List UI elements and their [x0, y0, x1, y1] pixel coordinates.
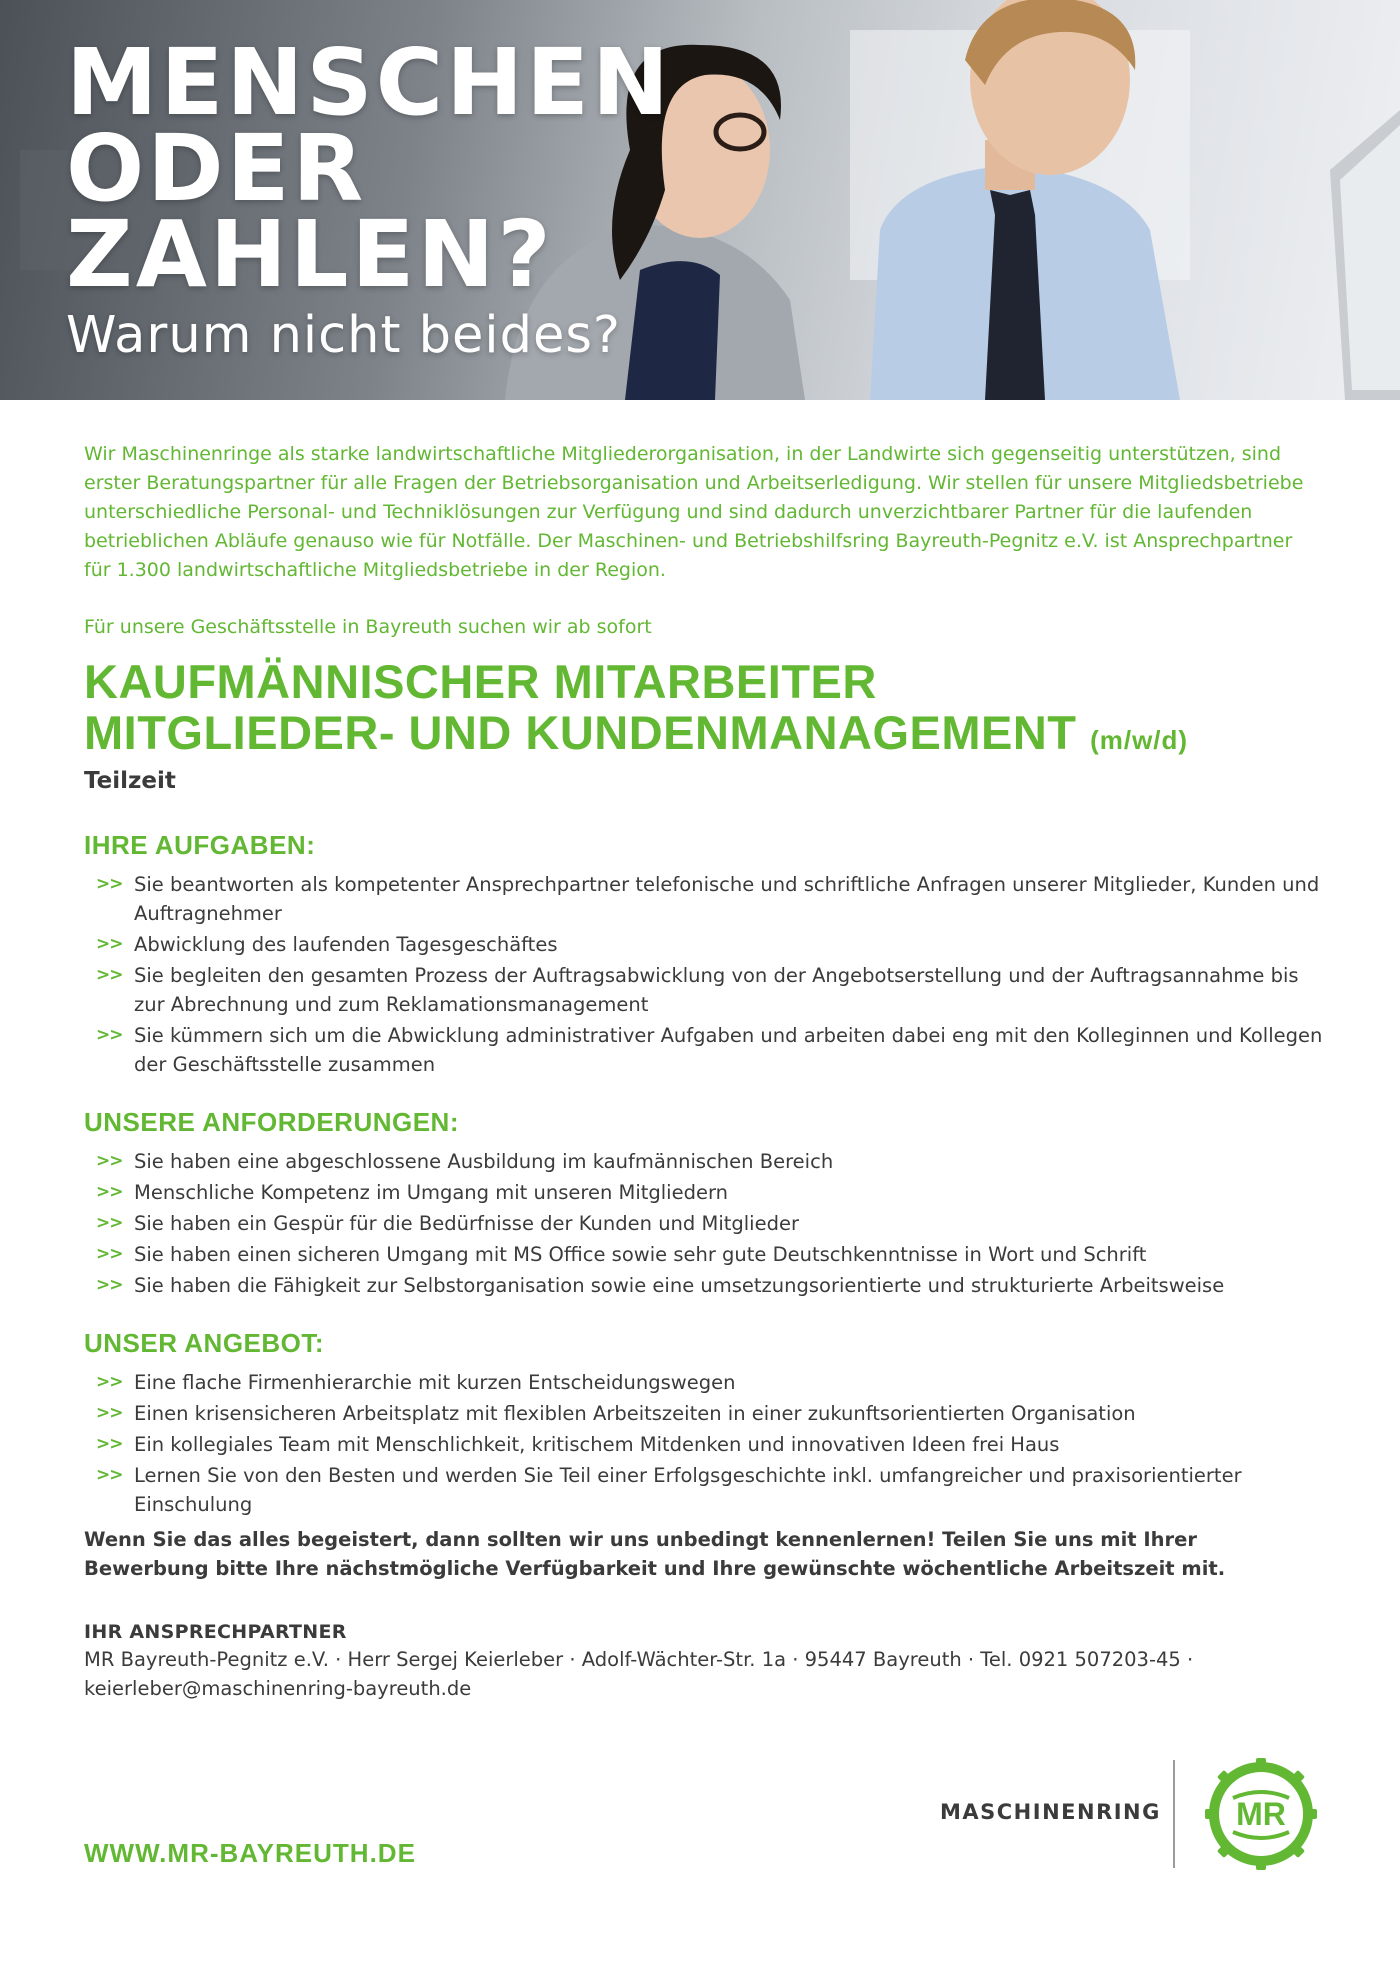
job-posting	[84, 440, 1324, 1703]
double-chevron-right-icon: >>	[96, 1403, 123, 1423]
list-item-text: Eine flache Firmenhierarchie mit kurzen Entscheidungswegen	[134, 1371, 736, 1394]
list-item	[84, 961, 1324, 1019]
double-chevron-right-icon: >>	[96, 1151, 123, 1171]
job-title-line-2: MITGLIEDER- UND KUNDENMANAGEMENT	[84, 706, 1077, 759]
list-item-text: Menschliche Kompetenz im Umgang mit unseren Mitgliedern	[134, 1181, 729, 1204]
job-title-line-1: KAUFMÄNNISCHER MITARBEITER	[84, 655, 877, 708]
hero-headline: ZAHLEN?	[66, 201, 554, 308]
section-heading-offer: UNSER ANGEBOT:	[84, 1328, 325, 1358]
double-chevron-right-icon: >>	[96, 1244, 123, 1264]
hero-text	[66, 29, 673, 366]
maschinenring-gear-logo-icon	[1205, 1758, 1317, 1870]
closing-statement: Wenn Sie das alles begeistert, dann sollten wir uns unbedingt kennenlernen! Teilen Sie uns mit Ihrer Bewerbung bitte Ihre nächstmögliche Verfügbarkeit und Ihre gewünschte wöchentliche Arbeitszeit mit.	[84, 1528, 1226, 1580]
list-item	[84, 870, 1324, 928]
list-item	[84, 1178, 1324, 1207]
list-item	[84, 1209, 1324, 1238]
hero-subheadline: Warum nicht beides?	[66, 306, 621, 365]
list-item	[84, 930, 1324, 959]
double-chevron-right-icon: >>	[96, 1434, 123, 1454]
double-chevron-right-icon: >>	[96, 1465, 123, 1485]
list-item	[84, 1461, 1324, 1519]
logo-text: MR	[1236, 1796, 1286, 1832]
brand-divider	[1173, 1760, 1175, 1868]
tasks-list	[84, 870, 1324, 1079]
hero-banner	[0, 0, 1400, 400]
list-item	[84, 1147, 1324, 1176]
double-chevron-right-icon: >>	[96, 1372, 123, 1392]
requirements-list	[84, 1147, 1324, 1300]
double-chevron-right-icon: >>	[96, 1025, 123, 1045]
hero-headline: MENSCHEN	[66, 29, 673, 136]
contact-heading: IHR ANSPRECHPARTNER	[84, 1621, 347, 1643]
double-chevron-right-icon: >>	[96, 1275, 123, 1295]
brand-name: MASCHINENRING	[940, 1800, 1161, 1824]
list-item	[84, 1368, 1324, 1397]
list-item-text: Sie begleiten den gesamten Prozess der Auftragsabwicklung von der Angebotserstellung und der Auftragsannahme bis zur Abrechnung und zum Reklamationsmanagement	[134, 964, 1299, 1016]
list-item	[84, 1271, 1324, 1300]
double-chevron-right-icon: >>	[96, 934, 123, 954]
list-item-text: Lernen Sie von den Besten und werden Sie Teil einer Erfolgsgeschichte inkl. umfangreicher und praxisorientierter Einschulung	[134, 1464, 1242, 1516]
list-item-text: Sie kümmern sich um die Abwicklung administrativer Aufgaben und arbeiten dabei eng mit den Kolleginnen und Kollegen der Geschäftsstelle zusammen	[134, 1024, 1323, 1076]
list-item-text: Sie haben ein Gespür für die Bedürfnisse der Kunden und Mitglieder	[134, 1212, 799, 1235]
double-chevron-right-icon: >>	[96, 1213, 123, 1233]
intro-paragraph: Wir Maschinenringe als starke landwirtschaftliche Mitgliederorganisation, in der Landwirte sich gegenseitig unterstützen, sind erster Beratungspartner für alle Fragen der Betriebsorganisation und Arbeitserledigung. Wir stellen für unsere Mitgliedsbetriebe unterschiedliche Personal- und Techniklösungen zur Verfügung und sind dadurch unverzichtbarer Partner für die laufenden betrieblichen Abläufe genauso wie für Notfälle. Der Maschinen- und Betriebshilfsring Bayreuth-Pegnitz e.V. ist Ansprechpartner für 1.300 landwirtschaftliche Mitgliedsbetriebe in der Region.	[84, 443, 1304, 581]
list-item-text: Sie haben die Fähigkeit zur Selbstorganisation sowie eine umsetzungsorientierte und strukturierte Arbeitsweise	[134, 1274, 1225, 1297]
search-line: Für unsere Geschäftsstelle in Bayreuth suchen wir ab sofort	[84, 616, 652, 638]
section-heading-requirements: UNSERE ANFORDERUNGEN:	[84, 1107, 459, 1137]
offer-list	[84, 1368, 1324, 1519]
list-item	[84, 1399, 1324, 1428]
list-item-text: Sie beantworten als kompetenter Ansprechpartner telefonische und schriftliche Anfragen unserer Mitglieder, Kunden und Auftragnehmer	[134, 873, 1320, 925]
double-chevron-right-icon: >>	[96, 874, 123, 894]
list-item-text: Sie haben einen sicheren Umgang mit MS Office sowie sehr gute Deutschkenntnisse in Wort und Schrift	[134, 1243, 1147, 1266]
website-link[interactable]: WWW.MR-BAYREUTH.DE	[84, 1838, 416, 1868]
list-item-text: Einen krisensicheren Arbeitsplatz mit flexiblen Arbeitszeiten in einer zukunftsorientierten Organisation	[134, 1402, 1136, 1425]
gender-tag: (m/w/d)	[1090, 725, 1189, 755]
list-item-text: Ein kollegiales Team mit Menschlichkeit, kritischem Mitdenken und innovativen Ideen frei Haus	[134, 1433, 1060, 1456]
double-chevron-right-icon: >>	[96, 965, 123, 985]
job-type: Teilzeit	[84, 768, 176, 794]
hero-headline: ODER	[66, 115, 367, 222]
list-item	[84, 1021, 1324, 1079]
job-title	[84, 656, 1324, 766]
double-chevron-right-icon: >>	[96, 1182, 123, 1202]
list-item	[84, 1430, 1324, 1459]
list-item	[84, 1240, 1324, 1269]
list-item-text: Abwicklung des laufenden Tagesgeschäftes	[134, 933, 558, 956]
section-heading-tasks: IHRE AUFGABEN:	[84, 830, 316, 860]
list-item-text: Sie haben eine abgeschlossene Ausbildung im kaufmännischen Bereich	[134, 1150, 834, 1173]
contact-details: MR Bayreuth-Pegnitz e.V. · Herr Sergej Keierleber · Adolf-Wächter-Str. 1a · 95447 Bayreuth · Tel. 0921 507203-45 · keierleber@maschinenring-bayreuth.de	[84, 1648, 1194, 1700]
